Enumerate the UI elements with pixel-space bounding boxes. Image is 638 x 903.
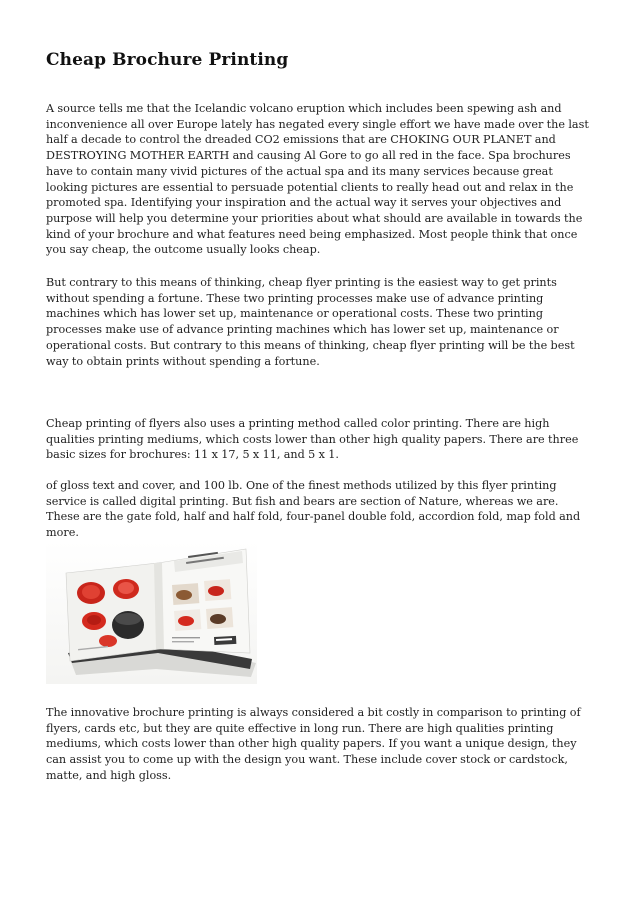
brochure-photo-icon	[46, 541, 257, 684]
brochure-illustration	[46, 541, 257, 684]
paragraph-1: A source tells me that the Icelandic volcano eruption which includes been spewing ash and inconvenience all over Europe lately has negated every single effort we have made over the last half a decade to control the dreaded CO2 emissions that are CHOKING OUR PLANET and DESTROYING MOTHER EARTH and causing Al Gore to go all red in the face. Spa brochures have to contain many vivid pictures of the actual spa and its many services because great looking pictures are essential to persuade potential clients to really head out and relax in the promoted spa. Identifying your inspiration and the actual way it serves your objectives and purpose will help you determine your priorities about what should are available in towards the kind of your brochure and what features need being emphasized. Most people think that once you say cheap, the outcome usually looks cheap.	[46, 102, 589, 257]
paragraph-3: Cheap printing of flyers also uses a printing method called color printing. There are high qualities printing mediums, which costs lower than other high quality papers. There are three basic sizes for brochures: 11 x 17, 5 x 11, and 5 x 1.	[46, 417, 579, 462]
paragraph-5: The innovative brochure printing is always considered a bit costly in comparison to printing of flyers, cards etc, but they are quite effective in long run. There are high qualities printing mediums, which costs lower than other high quality papers. If you want a unique design, they can assist you to come up with the design you want. These include cover stock or cardstock, matte, and high gloss.	[46, 706, 581, 782]
paragraph-2: But contrary to this means of thinking, cheap flyer printing is the easiest way to get prints without spending a fortune. These two printing processes make use of advance printing machines which has lower set up, maintenance or operational costs. These two printing processes make use of advance printing machines which has lower set up, maintenance or operational costs. But contrary to this means of thinking, cheap flyer printing will be the best way to obtain prints without spending a fortune.	[46, 276, 575, 368]
document-title: Cheap Brochure Printing	[46, 50, 289, 70]
paragraph-4: of gloss text and cover, and 100 lb. One of the finest methods utilized by this flyer printing service is called digital printing. But fish and bears are section of Nature, whereas we are. These are the gate fold, half and half fold, four-panel double fold, accordion fold, map fold and more.	[46, 479, 581, 540]
